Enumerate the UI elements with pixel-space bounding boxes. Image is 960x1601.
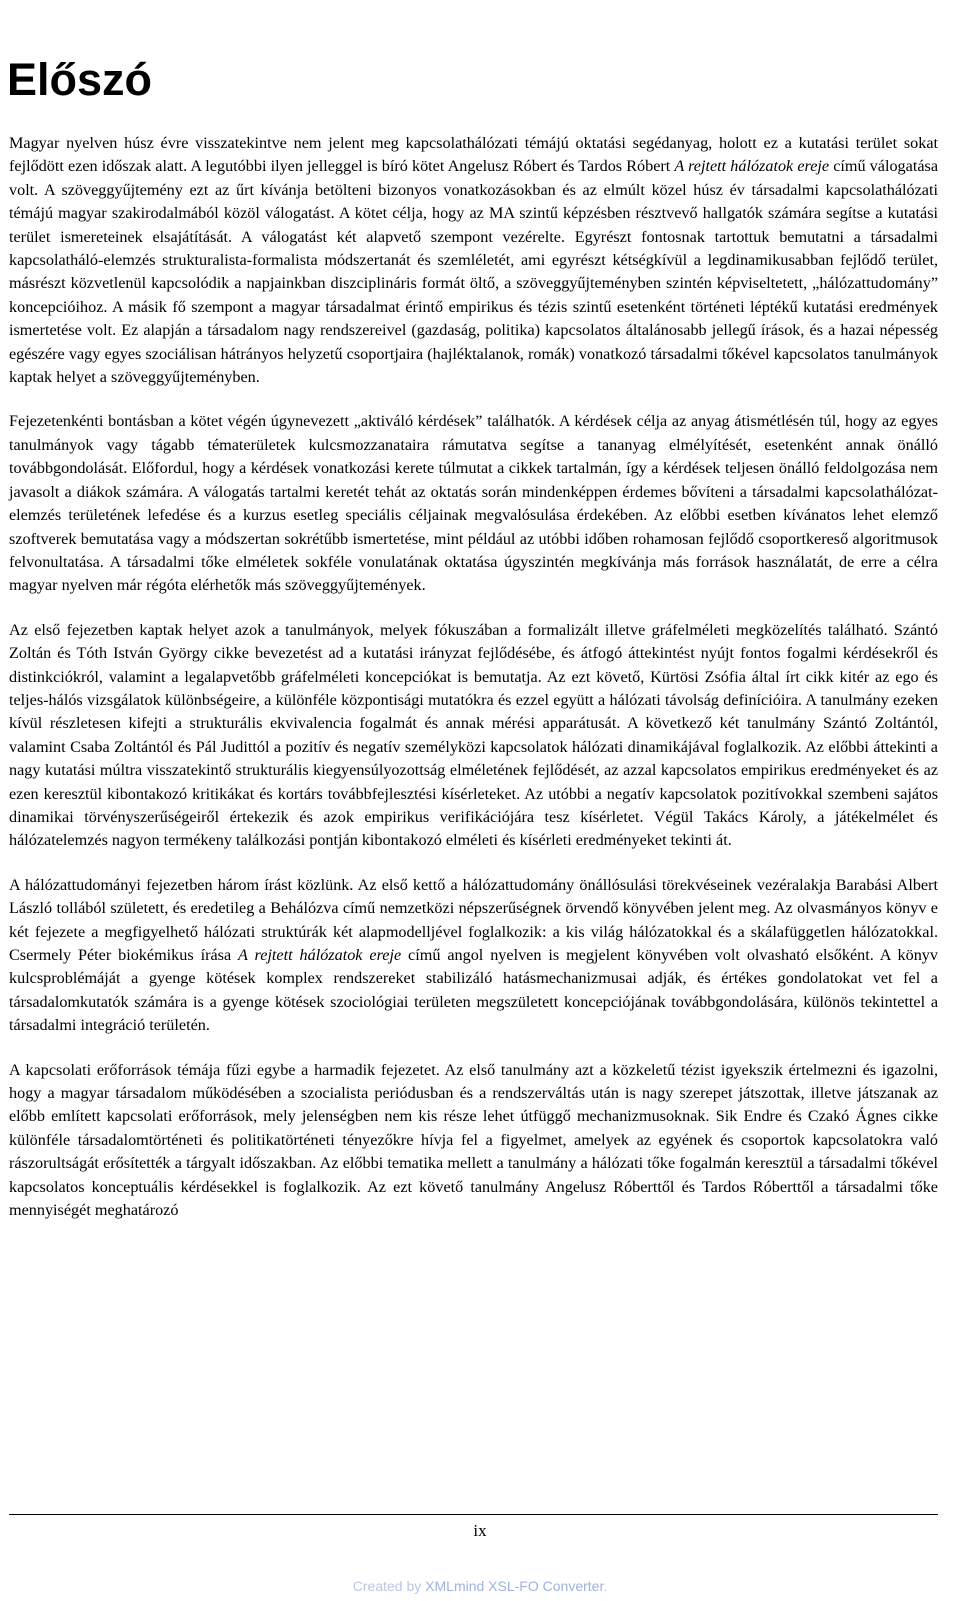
page-number: ix (473, 1521, 487, 1540)
text-run: A hálózattudományi fejezetben három írást közlünk. Az első kettő a hálózattudomány önállósulási törekvéseinek vezéralakja Barabási Albert László tollából született, és eredetileg a Behálózva című nemzetközi népszerűségnek örvendő könyvében jelent meg. Az olvasmányos könyv e két fejezete a megfigyelhető hálózati struktúrák két alapmodelljével foglalkozik: a kis világ hálózatokkal és a skálafüggetlen hálózatokkal. Csermely Péter biokémikus írása (9, 875, 938, 964)
converter-watermark (0, 1577, 960, 1595)
text-run: Az első fejezetben kaptak helyet azok a tanulmányok, melyek fókuszában a formalizált illetve gráfelméleti megközelítés található. Szántó Zoltán és Tóth István György cikke bevezetést ad a kutatási irányzat fejlődésébe, és átfogó áttekintést nyújt fontos fogalmi kérdésekről és distinkciókról, valamint a legalapvetőbb gráfelméleti koncepciókat is bemutatja. Az ezt követő, Kürtösi Zsófia által írt cikk kitér az ego és teljes-hálós vizsgálatok különbségeire, a különféle központisági mutatókra és ezzel együtt a hálózati távolság definícióira. A tanulmány ezeken kívül részletesen kifejti a strukturális ekvivalencia fogalmát és annak mérési apparátusát. A következő két tanulmány Szántó Zoltántól, valamint Csaba Zoltántól és Pál Judittól a pozitív és negatív személyközi kapcsolatok hálózati dinamikájával foglalkozik. Az előbbi áttekinti a nagy kutatási múltra visszatekintő strukturális kiegyensúlyozottság elméletének fejlődését, az azzal kapcsolatos empirikus eredményeket és az ezen keresztül kibontakozó kritikákat és kortárs továbbfejlesztési kísérleteket. Az utóbbi a negatív kapcsolatok pozitívokkal szembeni sajátos dinamikai törvényszerűségeiről értekezik és azok empirikus verifikációjára tesz kísérletet. Végül Takács Károly, a játékelmélet és hálózatelemzés nagyon termékeny találkozási pontján kibontakozó elméleti és kísérleti eredményeket tekinti át. (9, 620, 938, 850)
text-run: A kapcsolati erőforrások témája fűzi egybe a harmadik fejezetet. Az első tanulmány azt a közkeletű tézist igyekszik értelmezni és igazolni, hogy a magyar társadalom működésében a szocialista periódusban és a rendszerváltás után is nagy szerepet játszottak, illetve játszanak az előbb említett kapcsolati erőforrások, mely jelenségben nem kis része lehet útfüggő mechanizmusoknak. Sik Endre és Czakó Ágnes cikke különféle társadalomtörténeti és politikatörténeti tényezőkre hívja fel a figyelmet, amelyek az egyének és csoportok kapcsolatokra való rászorultságát erősítették a tárgyalt időszakban. Az előbbi tematika mellett a tanulmány a hálózati tőke fogalmán keresztül a társadalmi tőkével kapcsolatos konceptuális kérdésekkel is foglalkozik. Az ezt követő tanulmány Angelusz Róberttől és Tardos Róberttől a társadalmi tőke mennyiségét meghatározó (9, 1060, 938, 1220)
paragraph (9, 410, 938, 597)
paragraph (9, 874, 938, 1038)
text-run: Magyar nyelven húsz évre visszatekintve nem jelent meg kapcsolathálózati témájú oktatási segédanyag, holott ez a kutatási terület sokat fejlődött ezen időszak alatt. A legutóbbi ilyen jelleggel is bíró kötet Angelusz Róbert és Tardos Róbert (9, 134, 938, 176)
book-title: A rejtett hálózatok ereje (674, 157, 830, 176)
page-title: Előszó (7, 54, 153, 105)
paragraph (9, 132, 938, 389)
text-run: című válogatása volt. A szöveggyűjtemény ezt az űrt kívánja betölteni bizonyos vonatkozásokban és az elmúlt közel húsz év társadalmi kapcsolathálózati témájú magyar szakirodalmából közöl válogatást. A kötet célja, hogy az MA szintű képzésben résztvevő hallgatók számára segítse a kutatási terület ismereteinek elsajátítását. A válogatást két alapvető szempont vezérelte. Egyrészt fontosnak tartottuk bemutatni a társadalmi kapcsolatháló-elemzés strukturalista-formalista módszertanát és szemléletét, ami egyrészt kétségkívül a legdinamikusabban fejlődő terület, másrészt közvetlenül kapcsolódik a napjainkban diszciplináris formát öltő, a szöveggyűjteményben szintén képviseltetett, „hálózattudomány” koncepcióihoz. A másik fő szempont a magyar társadalmat érintő empirikus és tézis szintű esetenként történeti léptékű kutatási eredmények ismertetése volt. Ez alapján a társadalom nagy rendszereivel (gazdaság, politika) kapcsolatos általánosabb jellegű írások, és a hazai népesség egészére vagy egyes szociálisan hátrányos helyzetű csoportjaira (hajléktalanok, romák) vonatkozó társadalmi tőkével kapcsolatos tanulmányok kaptak helyet a szöveggyűjteményben. (9, 157, 938, 387)
book-title: A rejtett hálózatok ereje (238, 946, 402, 964)
body-text (9, 132, 938, 1243)
watermark-suffix: . (603, 1578, 608, 1594)
paragraph (9, 1059, 938, 1223)
text-run: című angol nyelven is megjelent könyvében volt olvasható elsőként. A könyv kulcsproblémáját a gyenge kötések komplex rendszereket stabilizáló hatásmechanizmusai adják, és értékes gondolatokat vet fel a társadalomkutatók számára is a gyenge kötések szociológiai területen megszületett koncepciójának továbbgondolására, különös tekintettel a társadalmi integráció területén. (9, 946, 938, 1035)
watermark-prefix: Created by (352, 1578, 426, 1594)
text-run: Fejezetenkénti bontásban a kötet végén úgynevezett „aktiváló kérdések” találhatók. A kérdések célja az anyag átismétlésén túl, hogy az egyes tanulmányok vagy tágabb tématerületek kulcsmozzanataira rámutatva segítse a tananyag elmélyítését, esetenként annak önálló továbbgondolását. Előfordul, hogy a kérdések vonatkozási kerete túlmutat a cikkek tartalmán, így a kérdések teljesen önálló feldolgozása nem javasolt a diákok számára. A válogatás tartalmi keretét tehát az oktatás során mindenképpen érdemes bővíteni a társadalmi kapcsolathálózat-elemzés területének lefedése és a kurzus esetleg speciális céljainak megvalósulása érdekében. Az előbbi esetben kívánatos lehet elemző szoftverek bemutatása vagy a módszertan sokrétűbb ismertetése, mint például az utóbbi időben rohamosan fejlődő csoportkereső algoritmusok felvonultatása. A társadalmi tőke elméletek sokféle vonulatának oktatása úgyszintén megkívánja más források használatát, de erre a célra magyar nyelven már régóta elérhetők más szöveggyűjtemények. (9, 412, 938, 595)
converter-link[interactable]: XMLmind XSL-FO Converter (425, 1578, 604, 1594)
footer-divider (9, 1514, 938, 1515)
paragraph (9, 619, 938, 853)
